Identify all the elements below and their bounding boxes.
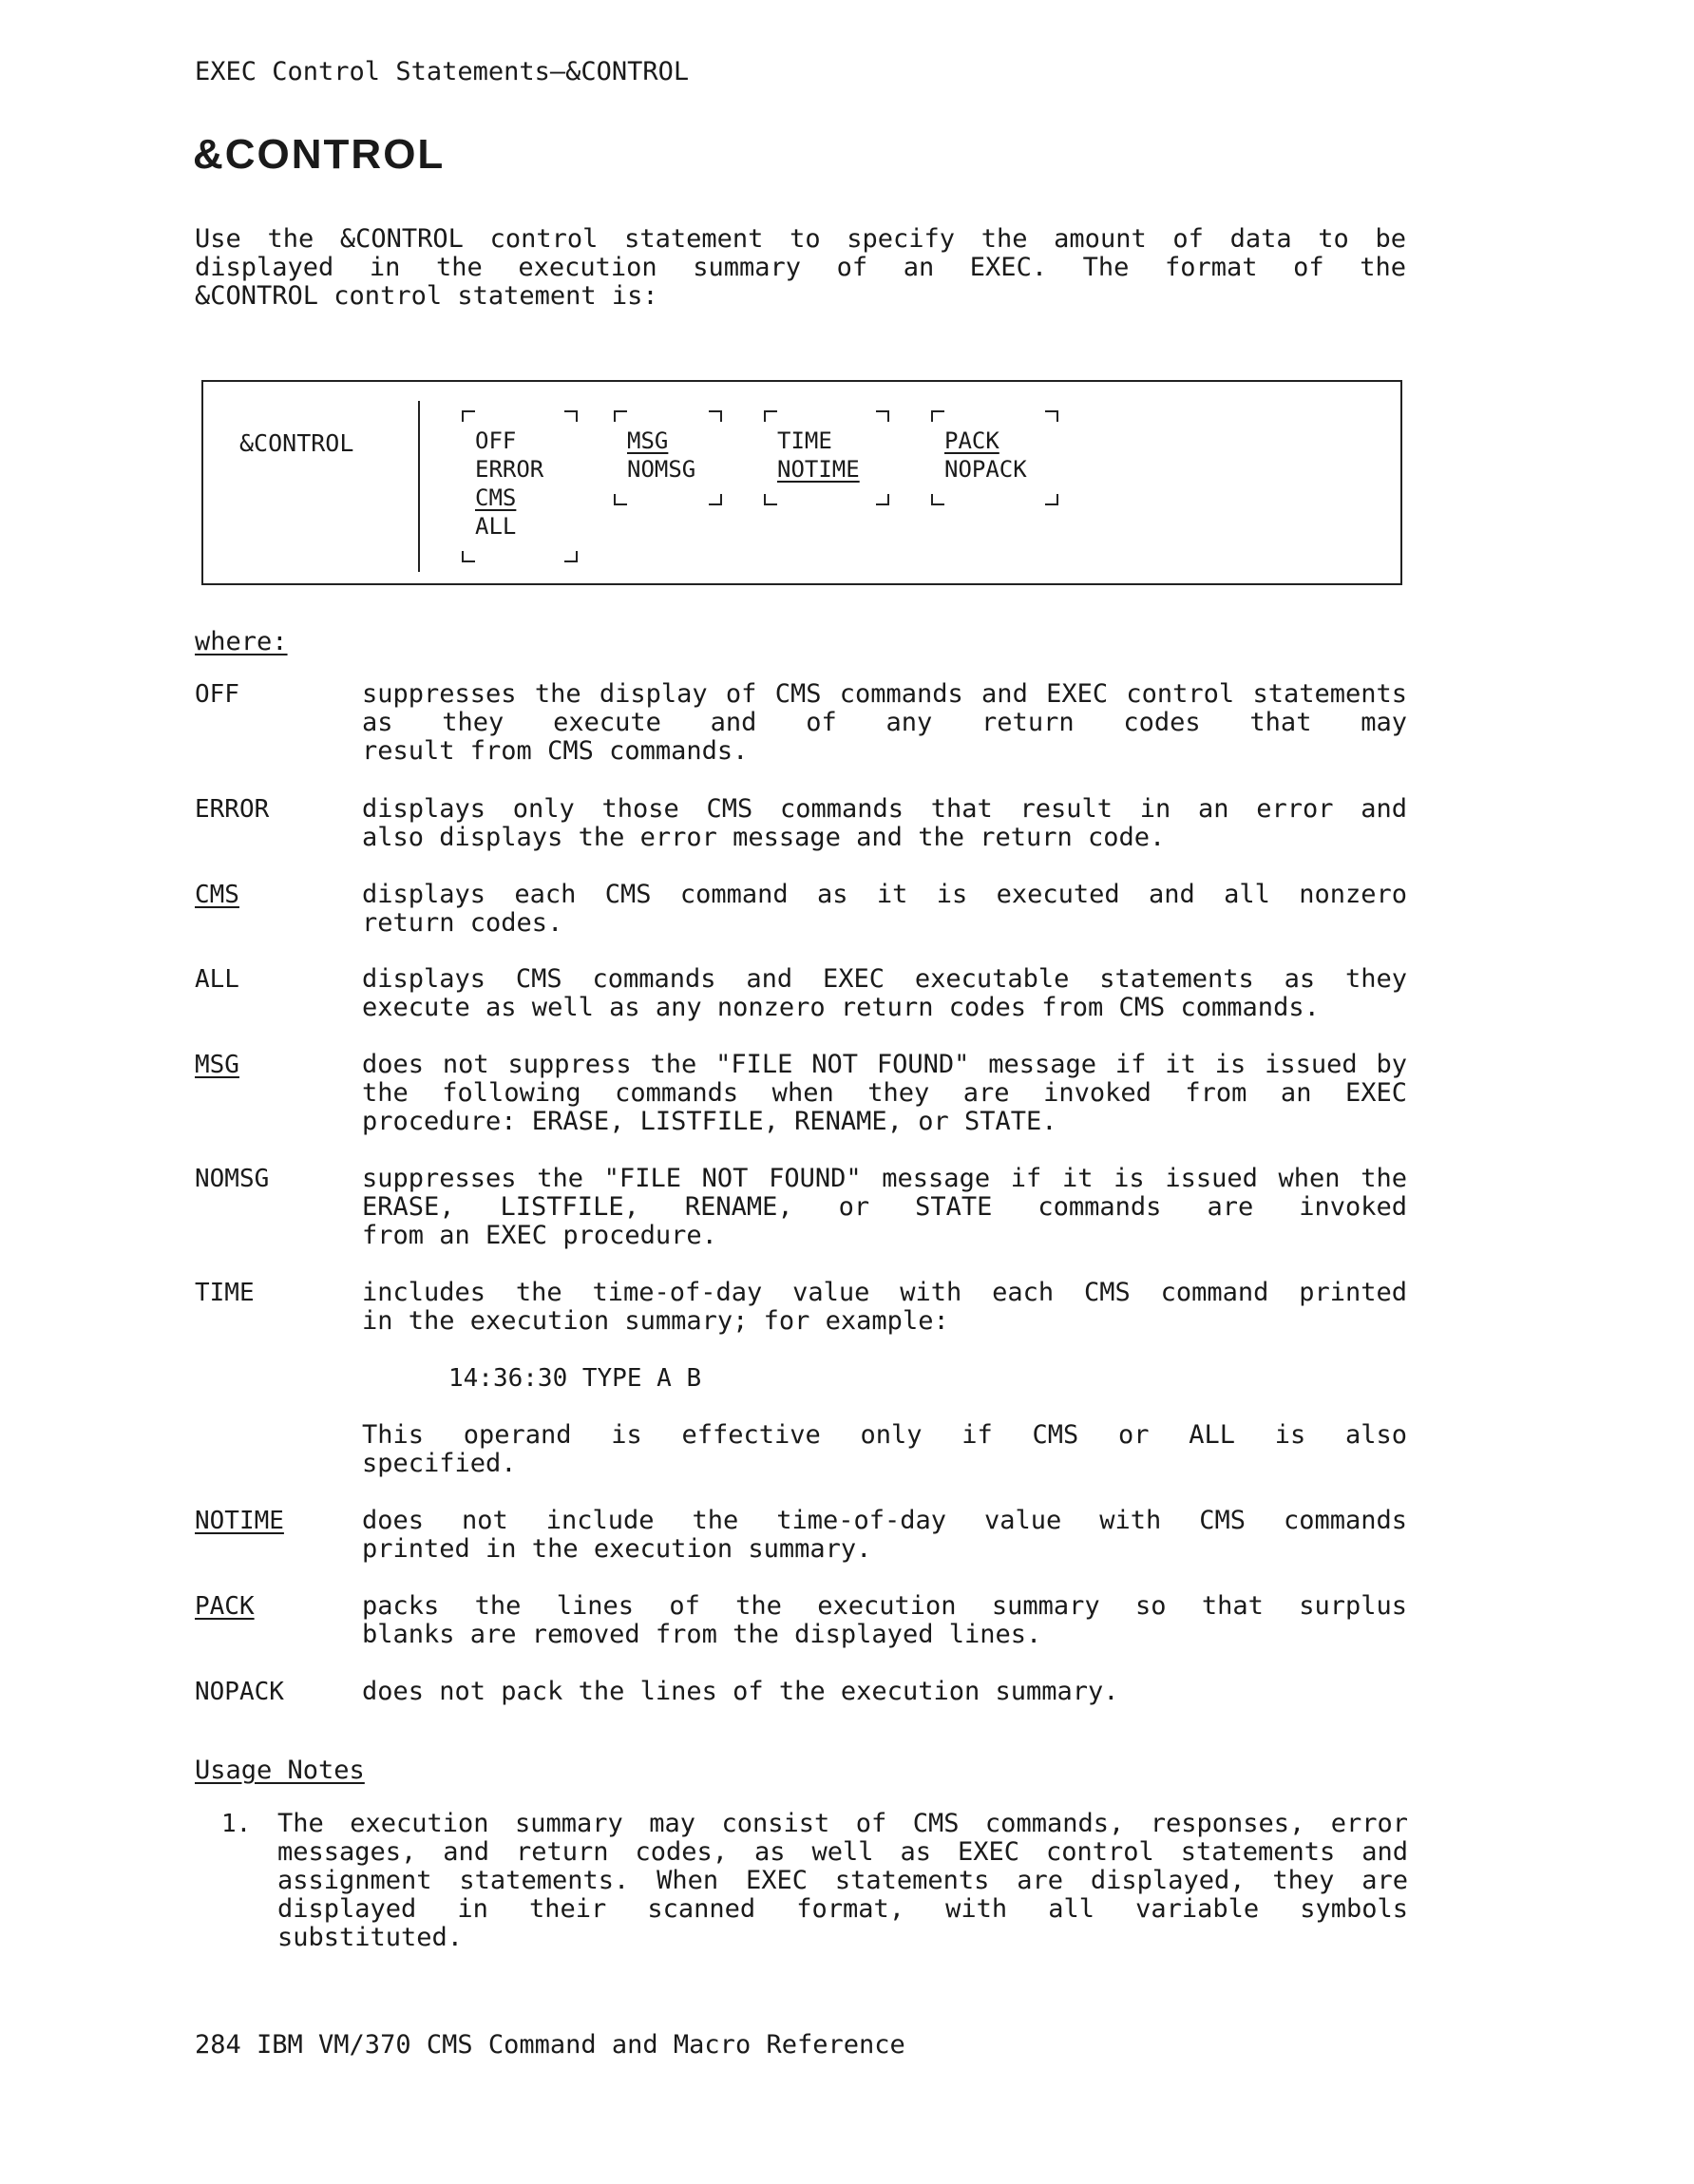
option-notime-default: NOTIME xyxy=(777,456,860,483)
desc-notime-last: printed in the execution summary. xyxy=(362,1534,872,1564)
note-text-body: The execution summary may consist of CMS commands, responses, error messages, and return codes, as well as EXEC control statements and assignment statements. When EXEC statements are displayed, they are displayed in their scanned format, with all variable symbols xyxy=(277,1809,1408,1924)
desc-all-text: displays CMS commands and EXEC executable statements as they xyxy=(362,964,1407,994)
desc-nomsg xyxy=(362,1165,1407,1250)
option-pack-default: PACK xyxy=(944,427,999,454)
operand-group-pack xyxy=(931,410,1058,505)
desc-nomsg-text: suppresses the "FILE NOT FOUND" message if it is issued when the ERASE, LISTFILE, RENAME, or STATE commands are invoked xyxy=(362,1164,1407,1222)
where-text: where: xyxy=(195,627,288,656)
page-title: &CONTROL xyxy=(193,131,446,178)
desc-pack xyxy=(362,1592,1407,1649)
desc-nopack-last: does not pack the lines of the execution summary. xyxy=(362,1677,1119,1706)
desc-off xyxy=(362,680,1407,766)
desc-cms-last: return codes. xyxy=(362,908,563,938)
desc-cms xyxy=(362,881,1407,938)
desc-time-text: includes the time-of-day value with each CMS command printed xyxy=(362,1278,1407,1307)
term-nomsg: NOMSG xyxy=(195,1165,270,1193)
option-time: TIME xyxy=(777,427,832,454)
syntax-keyword: &CONTROL xyxy=(239,429,354,457)
note-text-last: substituted. xyxy=(277,1923,464,1952)
operand-group-msg xyxy=(614,410,722,505)
term-msg: MSG xyxy=(195,1051,239,1079)
desc-msg-last: procedure: ERASE, LISTFILE, RENAME, or STATE. xyxy=(362,1107,1057,1136)
option-cms-default: CMS xyxy=(475,484,517,511)
desc-nopack xyxy=(362,1678,1407,1706)
desc-all-last: execute as well as any nonzero return codes from CMS commands. xyxy=(362,993,1320,1022)
term-nopack: NOPACK xyxy=(195,1678,284,1706)
desc-notime xyxy=(362,1507,1407,1564)
desc-off-text: suppresses the display of CMS commands and EXEC control statements as they execute and of any return codes that may xyxy=(362,679,1407,737)
desc-nomsg-last: from an EXEC procedure. xyxy=(362,1221,717,1250)
syntax-divider xyxy=(418,401,420,572)
term-time: TIME xyxy=(195,1279,255,1307)
option-off: OFF xyxy=(475,427,517,454)
desc-pack-last: blanks are removed from the displayed lines. xyxy=(362,1620,1042,1649)
desc-time-extra-last: specified. xyxy=(362,1449,517,1478)
desc-off-last: result from CMS commands. xyxy=(362,736,749,766)
note-text xyxy=(277,1810,1408,1952)
term-error: ERROR xyxy=(195,795,270,824)
desc-error xyxy=(362,795,1407,852)
desc-msg xyxy=(362,1051,1407,1136)
desc-error-last: also displays the error message and the return code. xyxy=(362,823,1166,852)
option-error: ERROR xyxy=(475,456,544,483)
where-label xyxy=(195,627,288,656)
operand-group-time xyxy=(764,410,889,505)
intro-text: Use the &CONTROL control statement to specify the amount of data to be displayed in the execution summary of an EXEC. The format of the xyxy=(195,224,1406,282)
desc-notime-text: does not include the time-of-day value with CMS commands xyxy=(362,1506,1407,1535)
option-nomsg: NOMSG xyxy=(627,456,696,483)
option-msg-default: MSG xyxy=(627,427,669,454)
desc-time-last: in the execution summary; for example: xyxy=(362,1306,949,1336)
option-nopack: NOPACK xyxy=(944,456,1027,483)
desc-time-extra xyxy=(362,1421,1407,1478)
note-number: 1. xyxy=(221,1810,252,1838)
term-cms: CMS xyxy=(195,881,239,909)
desc-error-text: displays only those CMS commands that result in an error and xyxy=(362,794,1407,824)
desc-cms-text: displays each CMS command as it is executed and all nonzero xyxy=(362,880,1407,909)
desc-pack-text: packs the lines of the execution summary so that surplus xyxy=(362,1591,1407,1621)
term-all: ALL xyxy=(195,965,239,994)
term-off: OFF xyxy=(195,680,239,709)
intro-paragraph xyxy=(195,225,1406,311)
term-pack: PACK xyxy=(195,1592,255,1621)
desc-time xyxy=(362,1279,1407,1336)
time-example: 14:36:30 TYPE A B xyxy=(448,1364,702,1393)
desc-time-extra-text: This operand is effective only if CMS or ALL is also xyxy=(362,1420,1407,1450)
operand-group-display-level xyxy=(462,410,578,562)
option-all: ALL xyxy=(475,513,517,540)
page-footer: 284 IBM VM/370 CMS Command and Macro Reference xyxy=(195,2030,905,2060)
desc-msg-text: does not suppress the "FILE NOT FOUND" message if it is issued by the following commands when they are invoked from an EXEC xyxy=(362,1050,1407,1108)
usage-notes-title: Usage Notes xyxy=(195,1756,365,1785)
intro-last-line: &CONTROL control statement is: xyxy=(195,281,658,311)
term-notime: NOTIME xyxy=(195,1507,284,1535)
running-header: EXEC Control Statements—&CONTROL xyxy=(195,57,690,86)
desc-all xyxy=(362,965,1407,1022)
usage-notes-heading xyxy=(195,1756,365,1785)
